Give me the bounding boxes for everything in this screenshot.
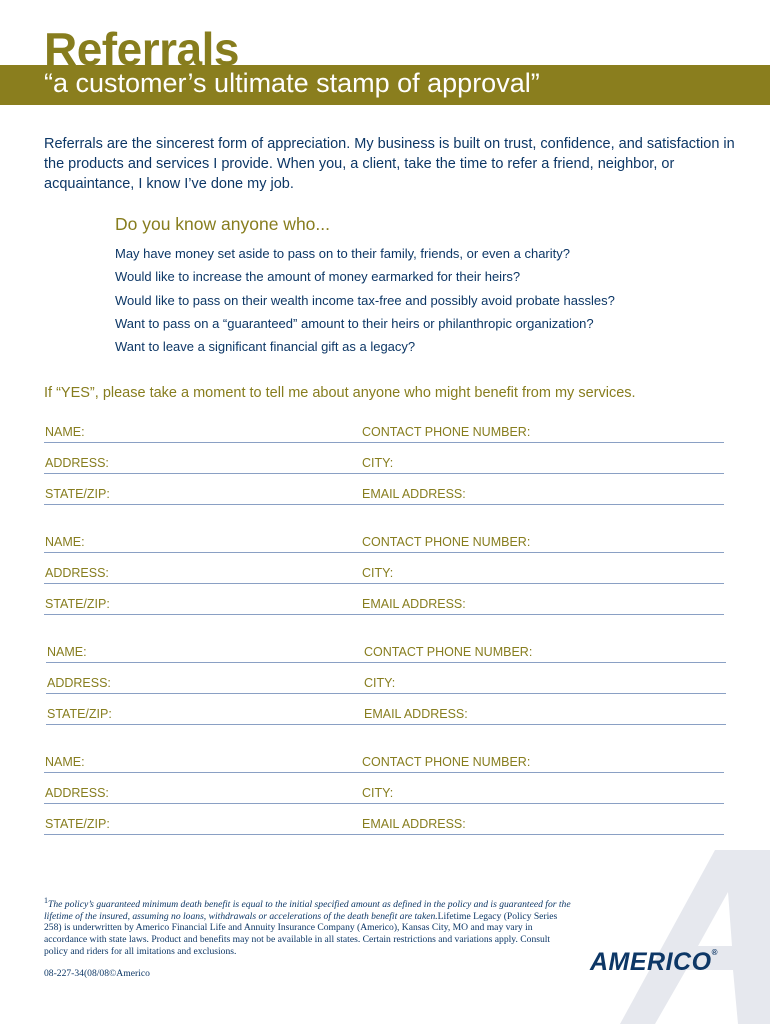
referral-block [44, 742, 724, 835]
phone-label: CONTACT PHONE NUMBER: [362, 425, 531, 439]
question-item: Would like to increase the amount of money earmarked for their heirs? [115, 269, 521, 285]
logo-text: AMERICO [590, 948, 712, 976]
form-row[interactable] [44, 474, 724, 505]
city-label: CITY: [362, 786, 394, 800]
form-row[interactable] [44, 412, 724, 443]
referral-block [44, 522, 724, 615]
phone-label: CONTACT PHONE NUMBER: [362, 755, 531, 769]
name-label: NAME: [45, 425, 85, 439]
email-label: EMAIL ADDRESS: [364, 707, 468, 721]
form-row[interactable] [46, 663, 726, 694]
disclaimer-footnote [44, 895, 574, 957]
question-item: May have money set aside to pass on to their family, friends, or even a charity? [115, 246, 570, 261]
form-row[interactable] [44, 742, 724, 773]
city-label: CITY: [362, 456, 394, 470]
address-label: ADDRESS: [45, 566, 109, 580]
name-label: NAME: [45, 535, 85, 549]
address-label: ADDRESS: [47, 676, 111, 690]
footnote-text: Lifetime Legacy (Policy Series 258) is underwritten by Americo Financial Life and Annuity Insurance Company (Americo), Kansas City, MO and may vary in accordance with state laws. Product and benefits may not be available in all states. Certain restrictions and variations apply. Consult policy and riders for all imitations and exclusions. [44, 910, 558, 957]
city-label: CITY: [364, 676, 396, 690]
referral-block [44, 412, 724, 505]
form-row[interactable] [44, 804, 724, 835]
americo-logo [590, 948, 718, 977]
registered-mark: ® [711, 948, 718, 957]
form-code: 08-227-34(08/08©Americo [44, 968, 150, 979]
form-row[interactable] [44, 584, 724, 615]
question-heading: Do you know anyone who... [115, 214, 330, 234]
address-label: ADDRESS: [45, 786, 109, 800]
question-list [115, 242, 615, 358]
phone-label: CONTACT PHONE NUMBER: [364, 645, 533, 659]
state-zip-label: STATE/ZIP: [45, 487, 110, 501]
form-row[interactable] [44, 522, 724, 553]
state-zip-label: STATE/ZIP: [47, 707, 112, 721]
form-row[interactable] [44, 553, 724, 584]
address-label: ADDRESS: [45, 456, 109, 470]
name-label: NAME: [47, 645, 87, 659]
referral-block [46, 632, 726, 725]
page-title: Referrals [44, 23, 239, 75]
yes-prompt: If “YES”, please take a moment to tell me about anyone who might benefit from my services. [44, 385, 636, 401]
question-item: Want to leave a significant financial gift as a legacy? [115, 339, 416, 355]
phone-label: CONTACT PHONE NUMBER: [362, 535, 531, 549]
footnote-marker: 1 [44, 896, 48, 905]
form-row[interactable] [46, 694, 726, 725]
email-label: EMAIL ADDRESS: [362, 597, 466, 611]
question-item: Want to pass on a “guaranteed” amount to their heirs or philanthropic organization? [115, 315, 594, 331]
form-row[interactable] [44, 443, 724, 474]
state-zip-label: STATE/ZIP: [45, 817, 110, 831]
form-row[interactable] [44, 773, 724, 804]
email-label: EMAIL ADDRESS: [362, 487, 466, 501]
americo-a-watermark-icon [620, 850, 770, 1024]
city-label: CITY: [362, 566, 394, 580]
footnote-italic-text: The policy’s guaranteed minimum death benefit is equal to the initial specified amount as defined in the policy and is guaranteed for the lifetime of the insured, assuming no loans, withdrawals or accelerations of the death benefit are taken. [44, 899, 571, 922]
question-item: Would like to pass on their wealth income tax-free and possibly avoid probate hassles? [115, 292, 615, 308]
intro-paragraph: Referrals are the sincerest form of appreciation. My business is built on trust, confidence, and satisfaction in the products and services I provide. When you, a client, take the time to refer a friend, neighbor, or acquaintance, I know I’ve done my job. [44, 136, 735, 192]
name-label: NAME: [45, 755, 85, 769]
email-label: EMAIL ADDRESS: [362, 817, 466, 831]
page-subtitle: “a customer’s ultimate stamp of approval” [44, 68, 540, 98]
state-zip-label: STATE/ZIP: [45, 597, 110, 611]
form-row[interactable] [46, 632, 726, 663]
